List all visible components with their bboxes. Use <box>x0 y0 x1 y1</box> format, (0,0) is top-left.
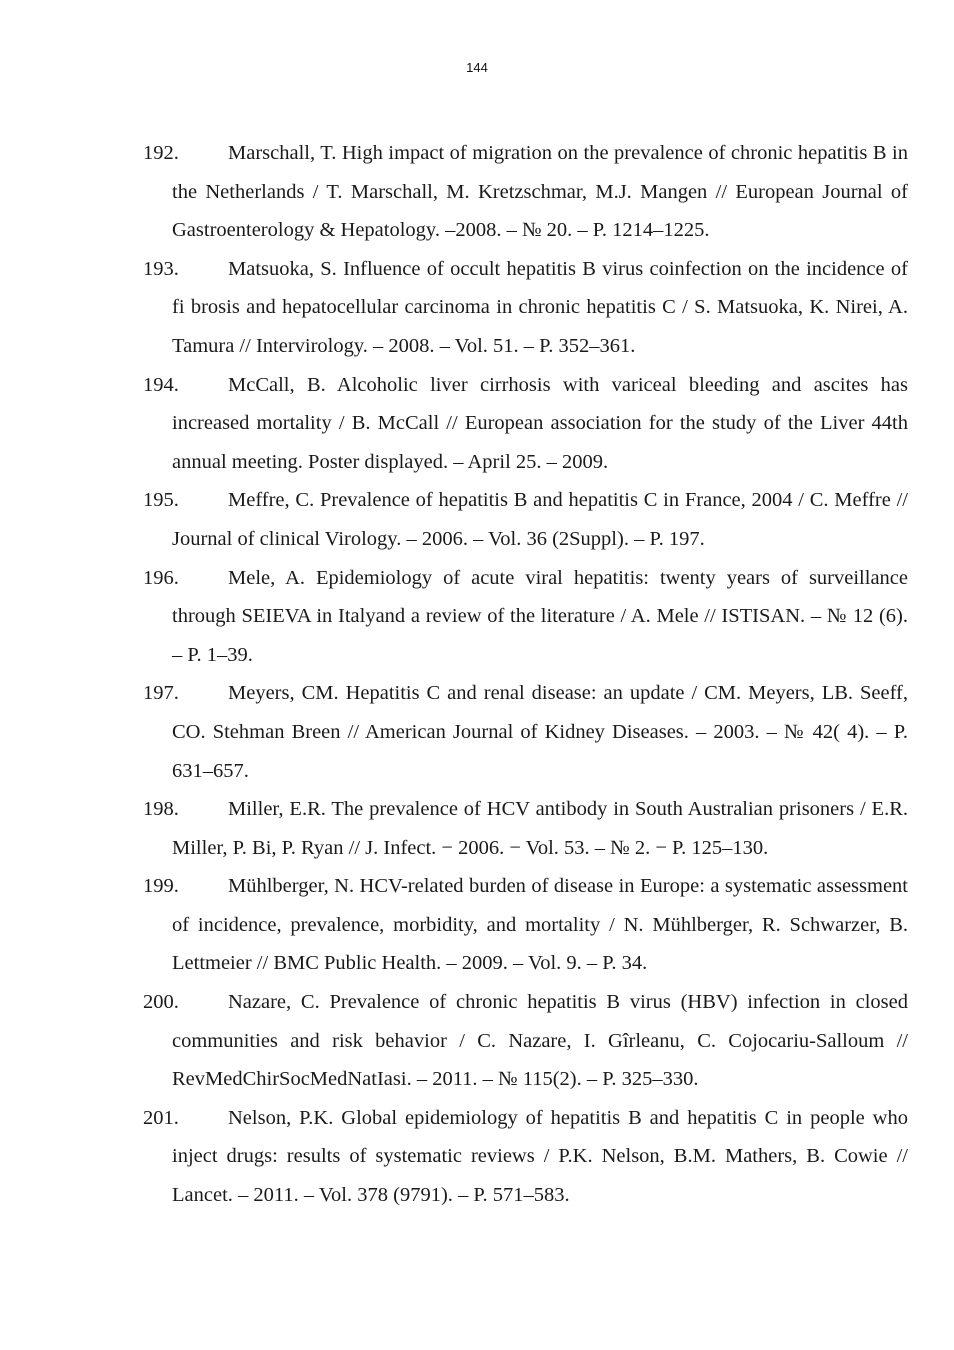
reference-number: 201. <box>143 1106 179 1129</box>
reference-text: Matsuoka, S. Influence of occult hepatitis B virus coinfection on the incidence of fi brosis and hepatocellular carcinoma in chronic hepatitis C / S. Matsuoka, K. Nirei, A. Tamura // Intervirology. – 2008. – Vol. 51. – P. 352–361. <box>172 257 908 357</box>
reference-number: 195. <box>143 489 179 512</box>
reference-number: 192. <box>143 142 179 164</box>
reference-text: Miller, E.R. The prevalence of HCV antibody in South Australian prisoners / E.R. Miller, P. Bi, P. Ryan // J. Infect. − 2006. − Vol. 53. – № 2. − P. 125–130. <box>172 798 908 859</box>
reference-number: 196. <box>143 566 179 589</box>
reference-item <box>143 134 908 250</box>
reference-text: McCall, B. Alcoholic liver cirrhosis with variceal bleeding and ascites has increased mortality / B. McCall // European association for the study of the Liver 44th annual meeting. Poster displayed. – April 25. – 2009. <box>172 373 908 473</box>
reference-item <box>143 366 908 482</box>
reference-text: Marschall, T. High impact of migration on the prevalence of chronic hepatitis B in the Netherlands / T. Marschall, M. Kretzschmar, M.J. Mangen // European Journal of Gastroenterology & Hepatology. –2008. – № 20. – P. 1214–1225. <box>172 142 908 242</box>
reference-text: Meyers, CM. Hepatitis C and renal disease: an update / CM. Meyers, LB. Seeff, CO. Stehman Breen // American Journal of Kidney Diseases. – 2003. – № 42( 4). – P. 631–657. <box>172 682 908 782</box>
reference-item <box>143 481 908 558</box>
reference-item <box>143 559 908 675</box>
reference-list <box>143 134 908 1215</box>
reference-number: 197. <box>143 682 179 705</box>
page-number: 144 <box>466 60 488 75</box>
reference-item <box>143 983 908 1099</box>
reference-number: 198. <box>143 798 179 821</box>
reference-text: Nelson, P.K. Global epidemiology of hepatitis B and hepatitis C in people who inject drugs: results of systematic reviews / P.K. Nelson, B.M. Mathers, B. Cowie // Lancet. – 2011. – Vol. 378 (9791). – P. 571–583. <box>172 1106 908 1207</box>
reference-text: Mele, A. Epidemiology of acute viral hepatitis: twenty years of surveillance through SEIEVA in Italyand a review of the literature / A. Mele // ISTISAN. – № 12 (6). – P. 1–39. <box>172 566 908 666</box>
reference-text: Mühlberger, N. HCV-related burden of disease in Europe: a systematic assessment of incidence, prevalence, morbidity, and mortality / N. Mühlberger, R. Schwarzer, B. Lettmeier // BMC Public Health. – 2009. – Vol. 9. – P. 34. <box>172 875 908 975</box>
reference-item <box>143 674 908 790</box>
reference-item <box>143 1099 908 1215</box>
reference-number: 200. <box>143 991 179 1014</box>
reference-item <box>143 790 908 867</box>
reference-item <box>143 250 908 366</box>
reference-number: 194. <box>143 373 179 396</box>
reference-text: Meffre, C. Prevalence of hepatitis B and hepatitis C in France, 2004 / C. Meffre // Journal of clinical Virology. – 2006. – Vol. 36 (2Suppl). – P. 197. <box>172 489 908 550</box>
reference-text: Nazare, C. Prevalence of chronic hepatitis B virus (HBV) infection in closed communities and risk behavior / C. Nazare, I. Gîrleanu, C. Cojocariu-Salloum // RevMedChirSocMedNatIasi. – 2011. – № 115(2). – P. 325–330. <box>172 991 908 1091</box>
reference-item <box>143 867 908 983</box>
reference-number: 193. <box>143 257 179 280</box>
reference-number: 199. <box>143 875 179 898</box>
